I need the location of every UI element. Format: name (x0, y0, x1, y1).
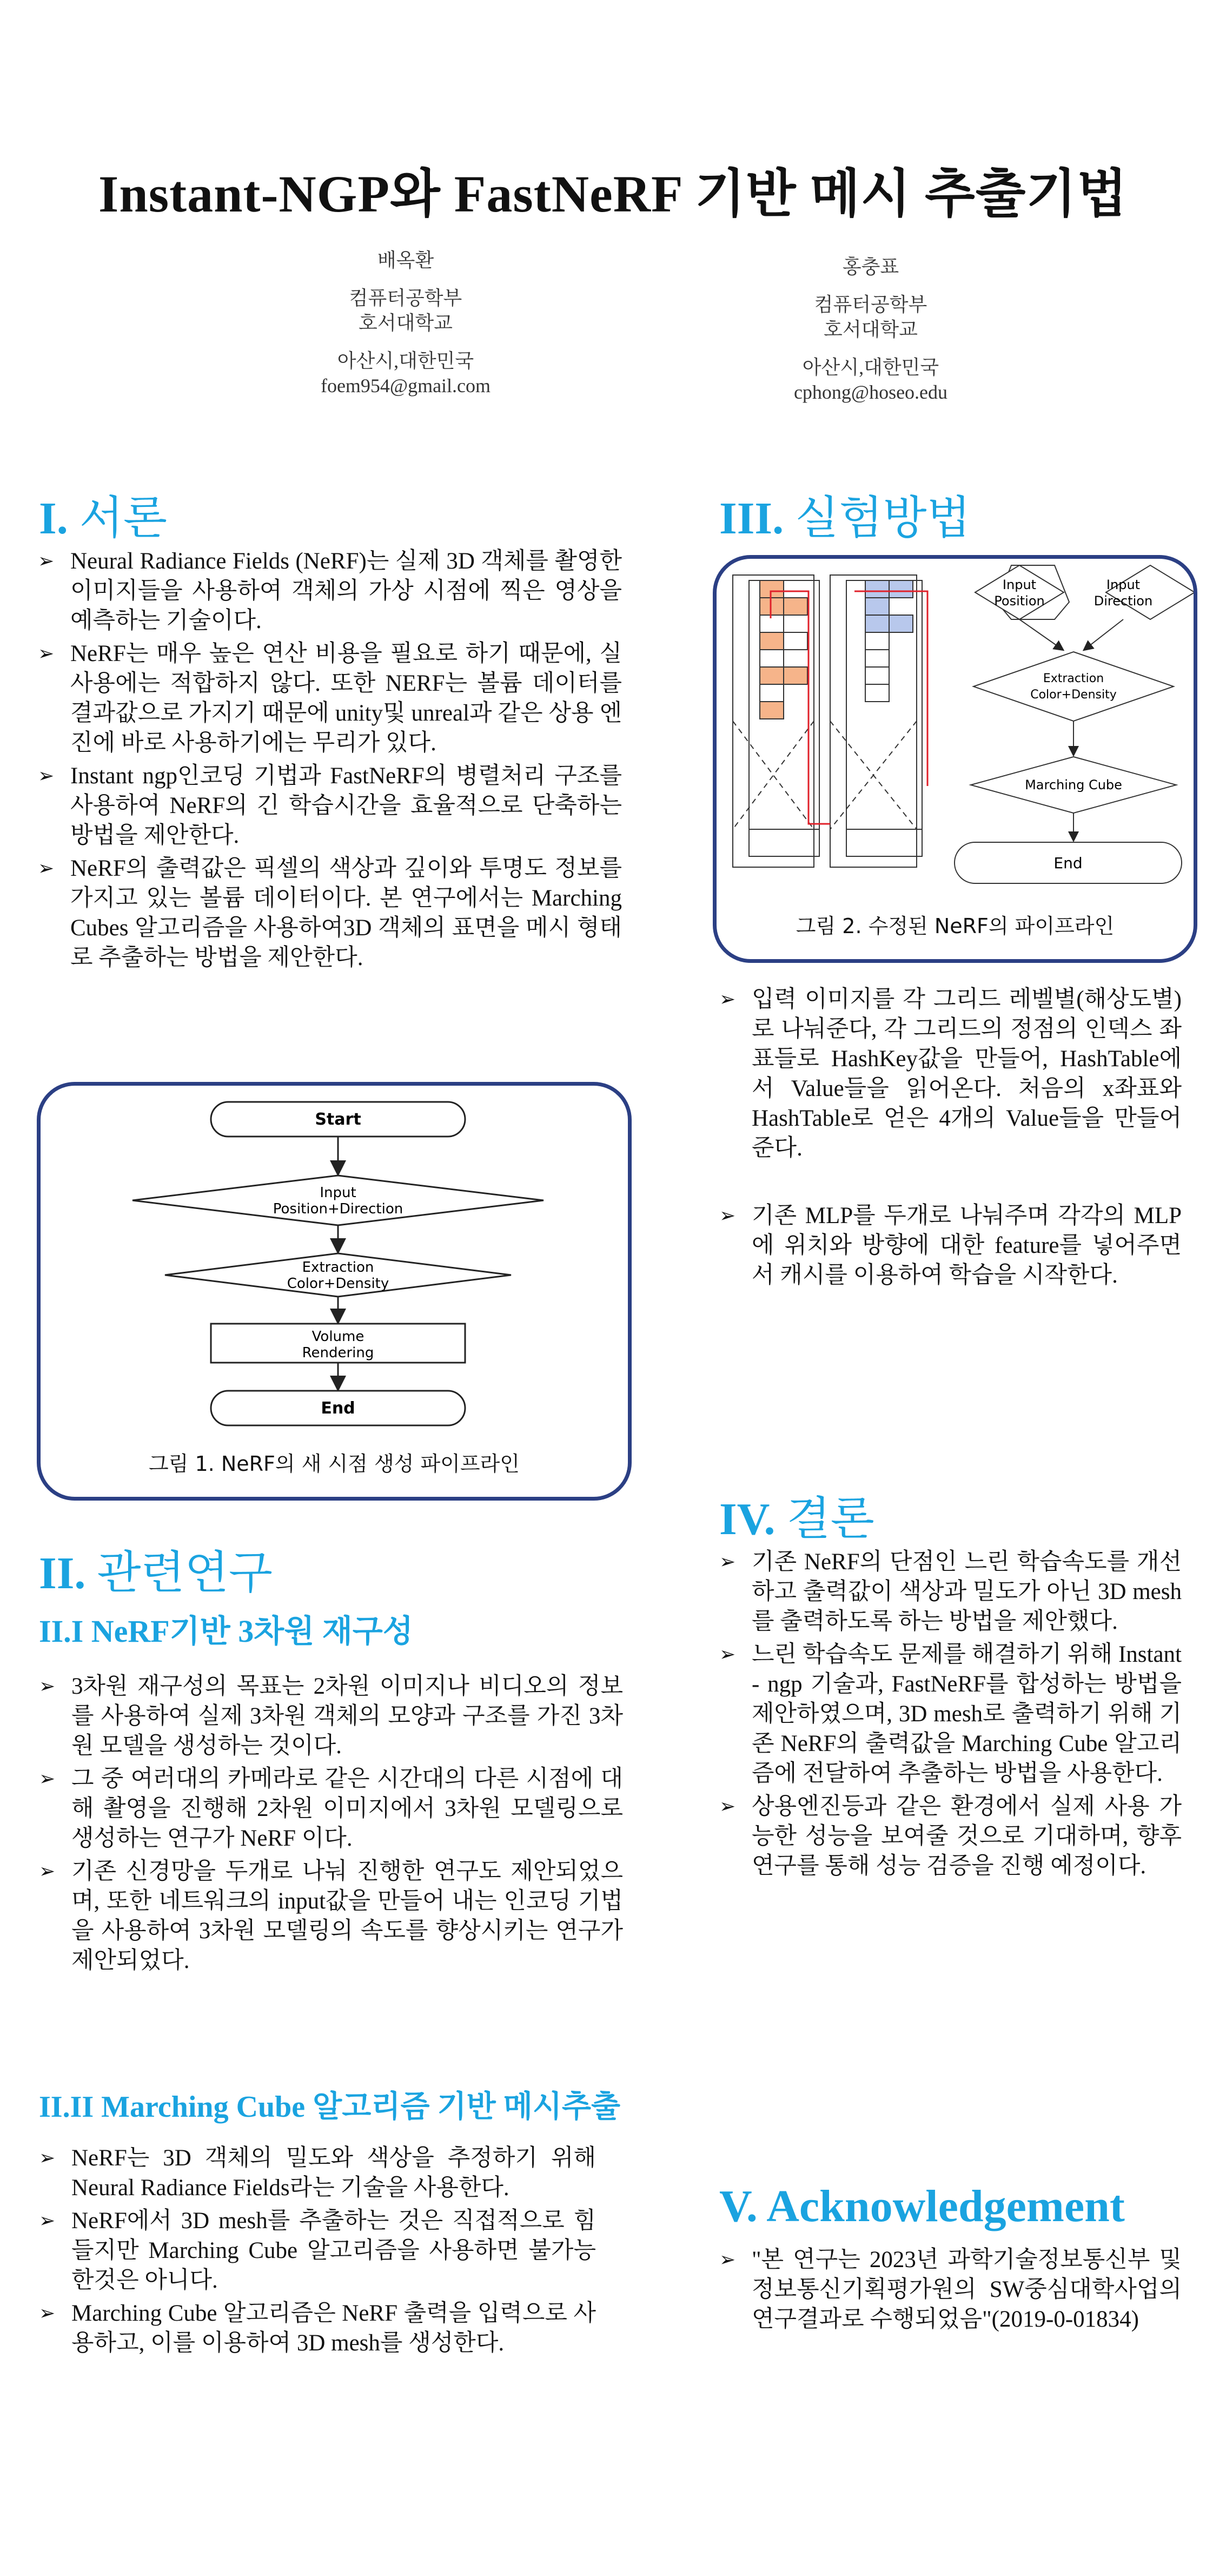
author-dept: 컴퓨터공학부 (814, 294, 927, 315)
extraction-node-label-2: Color+Density (1030, 688, 1117, 702)
list-item: ➢ Marching Cube 알고리즘은 NeRF 출력을 입력으로 사용하고, 이를 이용하여 3D mesh를 생성한다. (39, 2298, 596, 2358)
input-node-label-2: Position+Direction (273, 1201, 403, 1217)
extraction-node (973, 652, 1174, 721)
list-item: ➢ 상용엔진등과 같은 환경에서 실제 사용 가능한 성능을 보여줄 것으로 기대하며, 향후 연구를 통해 성능 검증을 진행 예정이다. (719, 1792, 1182, 1881)
figure-2-caption: 그림 2. 수정된 NeRF의 파이프라인 (796, 914, 1115, 938)
author-email: foem954@gmail.com (320, 375, 491, 397)
ack-bullets (719, 2245, 1182, 2337)
start-node-label: Start (315, 1110, 361, 1129)
conclusion-bullets (719, 1547, 1182, 1884)
pos-node-label-2: Position (994, 593, 1045, 609)
end-node-label: End (1053, 854, 1083, 872)
author-univ: 호서대학교 (824, 319, 918, 340)
list-item: ➢ 기존 MLP를 두개로 나눠주며 각각의 MLP에 위치와 방향에 대한 feature를 넣어주면서 캐시를 이용하여 학습을 시작한다. (719, 1201, 1182, 1290)
list-item: ➢ NeRF는 매우 높은 연산 비용을 필요로 하기 때문에, 실사용에는 적합하지 않다. 또한 NERF는 볼륨 데이터를 결과값으로 가지기 때문에 unity및 unreal과 같은 상용 엔진에 바로 사용하기에는 무리가 있다. (38, 639, 622, 758)
list-item: ➢ NeRF에서 3D mesh를 추출하는 것은 직접적으로 힘들지만 Marching Cube 알고리즘을 사용하면 불가능한것은 아니다. (39, 2206, 596, 2295)
author-name: 홍충표 (842, 256, 899, 278)
list-item: ➢ 그 중 여러대의 카메라로 같은 시간대의 다른 시점에 대해 촬영을 진행해 2차원 이미지에서 3차원 모델링으로 생성하는 연구가 NeRF 이다. (39, 1764, 623, 1853)
related-sub1-bullets (39, 1672, 623, 1979)
list-item: ➢ NeRF는 3D 객체의 밀도와 색상을 추정하기 위해 Neural Radiance Fields라는 기술을 사용한다. (39, 2143, 596, 2203)
list-item: ➢ NeRF의 출력값은 픽셀의 색상과 깊이와 투명도 정보를 가지고 있는 볼륨 데이터이다. 본 연구에서는 Marching Cubes 알고리즘을 사용하여3D 객체의 표면을 메시 형태로 추출하는 방법을 제안한다. (38, 854, 622, 973)
end-node-label: End (321, 1399, 355, 1418)
list-item: ➢ 기존 신경망을 두개로 나눠 진행한 연구도 제안되었으며, 또한 네트워크의 input값을 만들어 내는 인코딩 기법을 사용하여 3차원 모델링의 속도를 향상시키는 연구가 제안되었다. (39, 1857, 623, 1976)
paper-title: Instant-NGP와 FastNeRF 기반 메시 추출기법 (98, 165, 1128, 223)
extraction-node-label-2: Color+Density (287, 1276, 389, 1292)
author-1 (260, 248, 552, 398)
author-city: 아산시,대한민국 (802, 356, 939, 378)
volume-node-label-2: Rendering (302, 1345, 374, 1361)
author-name: 배옥환 (377, 249, 434, 271)
section-heading-related: II. 관련연구 (39, 1548, 273, 1599)
extraction-node-label-1: Extraction (1043, 672, 1104, 685)
section-heading-conclusion: IV. 결론 (719, 1494, 874, 1544)
section-heading-intro: I. 서론 (39, 493, 167, 544)
input-node-label-1: Input (320, 1185, 356, 1201)
method-bullets (719, 985, 1182, 1293)
marching-cube-label: Marching Cube (1025, 777, 1122, 792)
figure-1-flowchart (41, 1086, 628, 1497)
section-heading-ack: V. Acknowledgement (719, 2181, 1125, 2231)
section-heading-method: III. 실험방법 (719, 493, 971, 544)
author-dept: 컴퓨터공학부 (349, 287, 462, 309)
author-email: cphong@hoseo.edu (793, 381, 948, 403)
author-city: 아산시,대한민국 (337, 350, 474, 372)
subsection-heading-nerf-3d: II.I NeRF기반 3차원 재구성 (39, 1614, 413, 1649)
hash-grid-right (830, 575, 922, 867)
extraction-node-label-1: Extraction (302, 1259, 374, 1276)
related-sub2-bullets (39, 2143, 596, 2361)
list-item: ➢ 기존 NeRF의 단점인 느린 학습속도를 개선하고 출력값이 색상과 밀도가 아닌 3D mesh를 출력하도록 하는 방법을 제안했다. (719, 1547, 1182, 1636)
intro-bullets (38, 546, 622, 976)
list-item: ➢ 느린 학습속도 문제를 해결하기 위해 Instant - ngp 기술과, FastNeRF를 합성하는 방법을 제안하였으며, 3D mesh로 출력하기 위해 기존 NeRF의 출력값을 Marching Cube 알고리즘에 전달하여 추출하는 방법을 사용한다. (719, 1640, 1182, 1788)
list-item: ➢ Instant ngp인코딩 기법과 FastNeRF의 병렬처리 구조를 사용하여 NeRF의 긴 학습시간을 효율적으로 단축하는 방법을 제안한다. (38, 761, 622, 850)
dir-node-label-1: Input (1106, 577, 1141, 592)
pos-node-label-1: Input (1002, 577, 1037, 592)
figure-2 (713, 555, 1197, 963)
ack-text: ➢ "본 연구는 2023년 과학기술정보통신부 및 정보통신기획평가원의 SW중심대학사업의 연구결과로 수행되었음"(2019-0-01834) (719, 2245, 1182, 2334)
list-item: ➢ Neural Radiance Fields (NeRF)는 실제 3D 객체를 촬영한 이미지들을 사용하여 객체의 가상 시점에 찍은 영상을 예측하는 기술이다. (38, 546, 622, 636)
figure-1 (37, 1082, 632, 1501)
volume-node-label-1: Volume (312, 1329, 365, 1345)
figure-1-caption: 그림 1. NeRF의 새 시점 생성 파이프라인 (148, 1452, 520, 1476)
author-univ: 호서대학교 (359, 312, 453, 334)
figure-2-diagram (717, 559, 1194, 959)
list-item: ➢ 입력 이미지를 각 그리드 레벨별(해상도별)로 나눠준다, 각 그리드의 정점의 인덱스 좌표들로 HashKey값을 만들어, HashTable에서 Value들을 읽어온다. 처음의 x좌표와 HashTable로 얻은 4개의 Value들을 만들어준다. (719, 985, 1182, 1163)
list-item: ➢ 3차원 재구성의 목표는 2차원 이미지나 비디오의 정보를 사용하여 실제 3차원 객체의 모양과 구조를 가진 3차원 모델을 생성하는 것이다. (39, 1672, 623, 1761)
author-2 (714, 254, 1028, 405)
hash-grid-left (733, 575, 819, 867)
dir-node-label-2: Direction (1094, 593, 1153, 609)
input-direction-node (1106, 565, 1194, 619)
subsection-heading-marching-cube: II.II Marching Cube 알고리즘 기반 메시추출 (39, 2090, 621, 2124)
